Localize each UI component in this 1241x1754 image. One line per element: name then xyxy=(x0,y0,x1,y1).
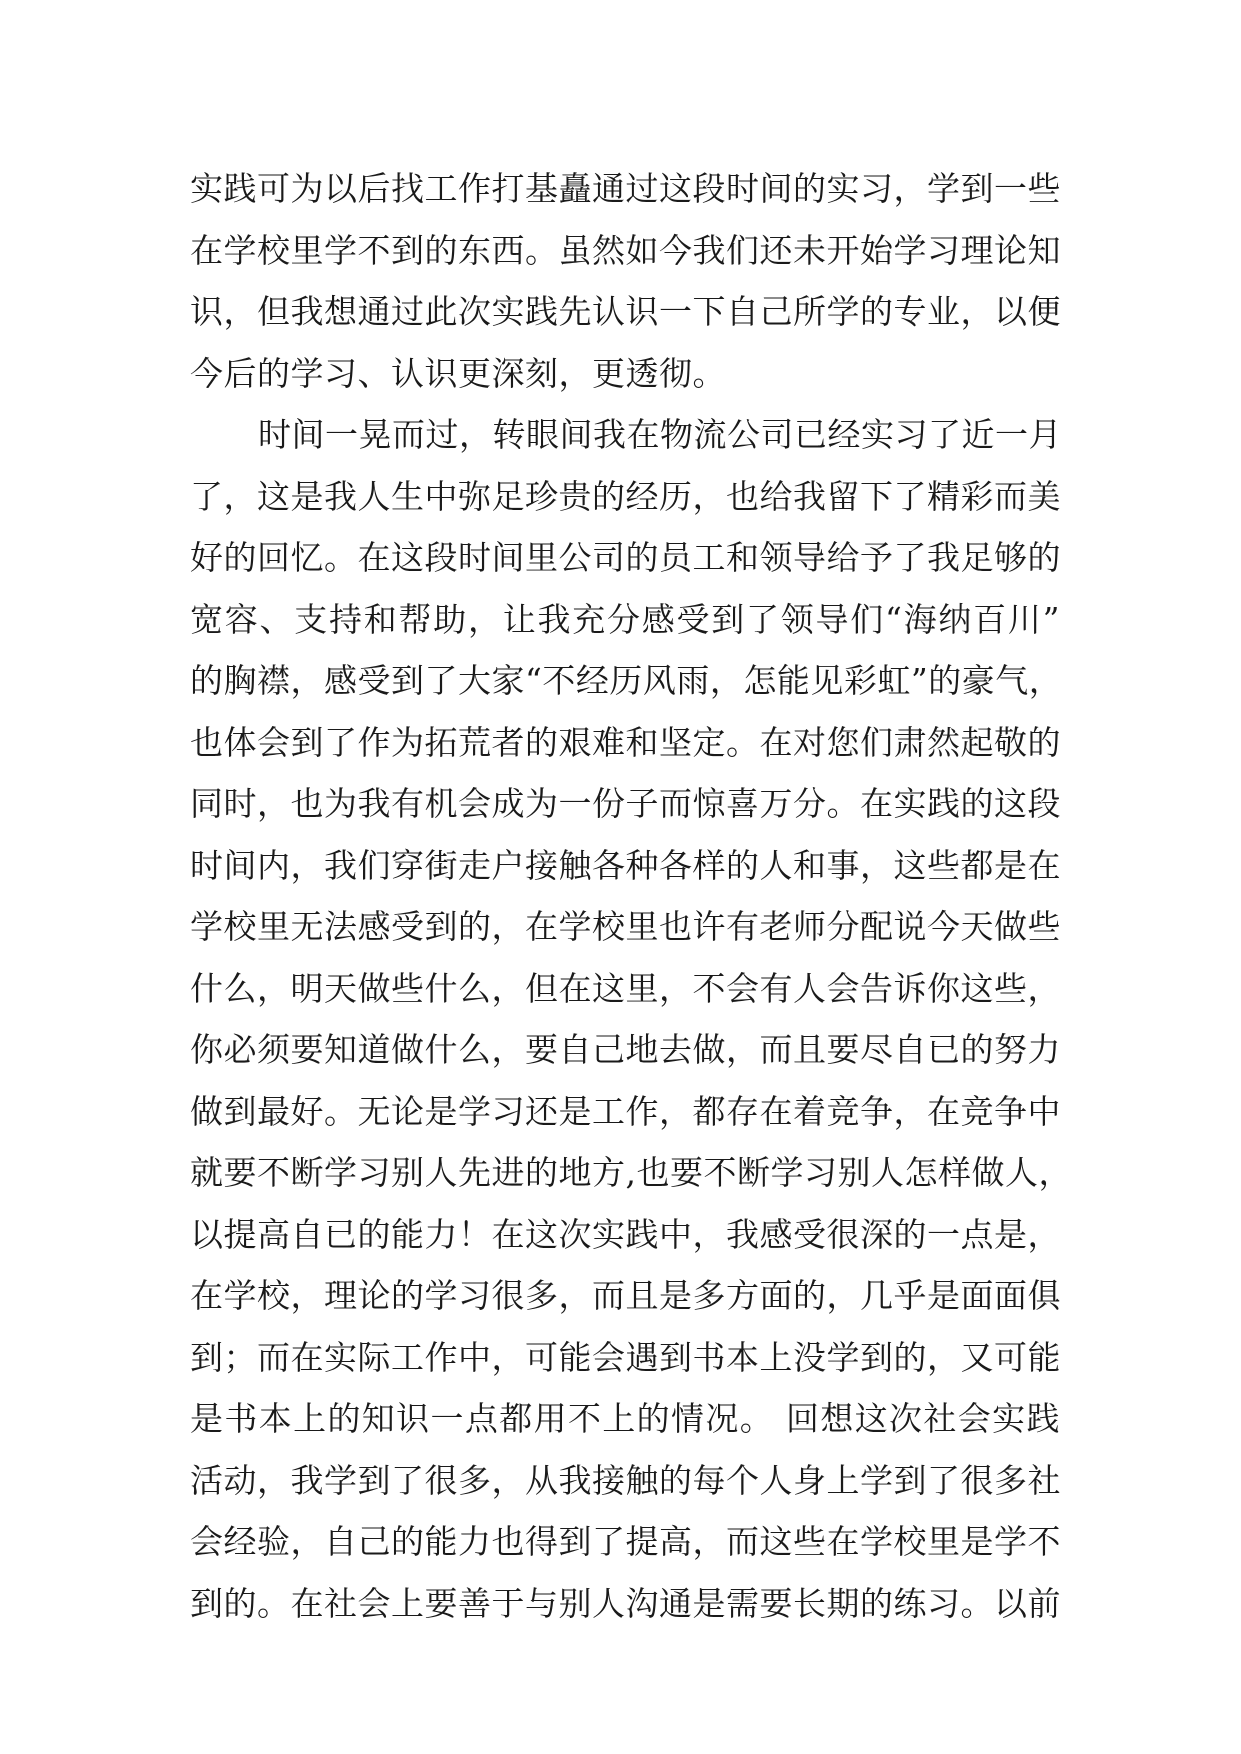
text-line: 时间内，我们穿街走户接触各种各样的人和事，这些都是在 xyxy=(190,845,1061,885)
text-line: 也体会到了作为拓荒者的艰难和坚定。在对您们肃然起敬的 xyxy=(190,722,1061,762)
text-line: 同时，也为我有机会成为一份子而惊喜万分。在实践的这段 xyxy=(190,784,1061,823)
text-line: 实践可为以后找工作打基矗通过这段时间的实习，学到一些 xyxy=(190,169,1061,208)
text-line: 以提高自已的能力！在这次实践中，我感受很深的一点是， xyxy=(190,1214,1061,1254)
text-line: 就要不断学习别人先进的地方,也要不断学习别人怎样做人， xyxy=(190,1153,1072,1192)
text-line: 识，但我想通过此次实践先认识一下自己所学的专业，以便 xyxy=(190,292,1061,331)
text-line: 到；而在实际工作中，可能会遇到书本上没学到的，又可能 xyxy=(190,1337,1061,1377)
text-line: 在学校里学不到的东西。虽然如今我们还未开始学习理论知 xyxy=(190,230,1061,270)
text-line: 学校里无法感受到的，在学校里也许有老师分配说今天做些 xyxy=(190,907,1061,946)
text-line: 宽容、支持和帮助，让我充分感受到了领导们“海纳百川” xyxy=(190,599,1060,639)
text-line: 做到最好。无论是学习还是工作，都存在着竞争，在竞争中 xyxy=(190,1091,1061,1131)
body-text xyxy=(190,158,1072,1634)
text-line: 你必须要知道做什么，要自己地去做，而且要尽自已的努力 xyxy=(190,1030,1061,1069)
text-line: 什么，明天做些什么，但在这里，不会有人会告诉你这些， xyxy=(190,968,1061,1008)
text-line: 活动，我学到了很多，从我接触的每个人身上学到了很多社 xyxy=(190,1460,1061,1500)
text-line: 今后的学习、认识更深刻，更透彻。 xyxy=(190,353,726,393)
text-line: 时间一晃而过，转眼间我在物流公司已经实习了近一月 xyxy=(258,415,1062,454)
text-line: 到的。在社会上要善于与别人沟通是需要长期的练习。以前 xyxy=(190,1583,1061,1623)
text-line: 好的回忆。在这段时间里公司的员工和领导给予了我足够的 xyxy=(190,538,1061,577)
text-line: 是书本上的知识一点都用不上的情况。 回想这次社会实践 xyxy=(190,1399,1060,1438)
text-line: 了，这是我人生中弥足珍贵的经历，也给我留下了精彩而美 xyxy=(190,476,1061,516)
text-line: 的胸襟，感受到了大家“不经历风雨，怎能见彩虹”的豪气， xyxy=(190,661,1063,700)
text-line: 在学校，理论的学习很多，而且是多方面的，几乎是面面俱 xyxy=(190,1276,1061,1315)
text-line: 会经验，自己的能力也得到了提高，而这些在学校里是学不 xyxy=(190,1522,1061,1561)
